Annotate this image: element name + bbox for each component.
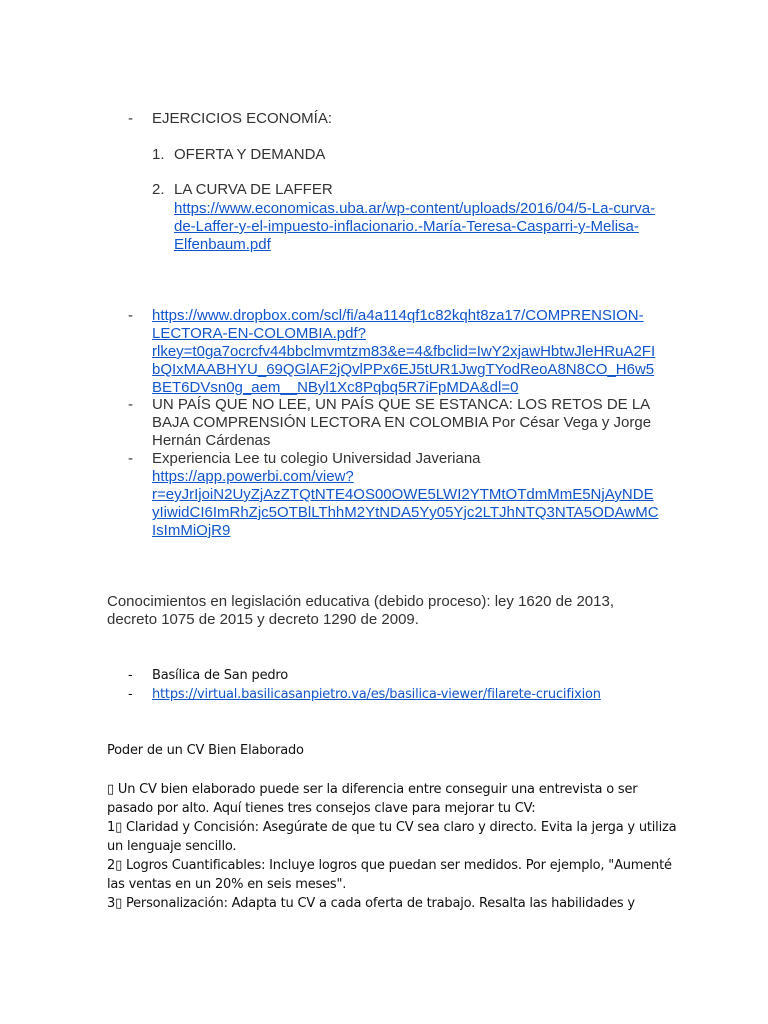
text-line: decreto 1075 de 2015 y decreto 1290 de 2009.	[107, 611, 419, 628]
link-line[interactable]: BET6DVsn0g_aem__NByl1Xc8Pqbq5R7iFpMDA&dl=0	[152, 379, 519, 396]
experiencia-item	[152, 450, 672, 540]
link-line[interactable]: bQIxMAABHYU_69QGlAF2jQvlPPx6EJ5tUR1JwgTYodReoA8N8CO_H6w5	[152, 361, 655, 378]
text-line: BAJA COMPRENSIÓN LECTORA EN COLOMBIA Por César Vega y Jorge	[152, 414, 652, 431]
text-line: un lenguaje sencillo.	[107, 839, 237, 854]
powerbi-link-line[interactable]: https://app.powerbi.com/view?	[152, 468, 354, 485]
text-line: 2▯ Logros Cuantificables: Incluye logros que puedan ser medidos. Por ejemplo, "Aumenté	[107, 858, 672, 873]
bullet-dash: -	[128, 687, 133, 702]
laffer-link[interactable]	[174, 200, 674, 254]
experiencia-label: Experiencia Lee tu colegio Universidad Javeriana	[152, 450, 481, 467]
cv-heading: Poder de un CV Bien Elaborado	[107, 743, 304, 758]
powerbi-link-line[interactable]: IsImMiOjR9	[152, 522, 231, 539]
basilica-link[interactable]: https://virtual.basilicasanpietro.va/es/basilica-viewer/filarete-crucifixion	[152, 687, 601, 702]
link-line[interactable]: Elfenbaum.pdf	[174, 236, 271, 253]
text-line: 1▯ Claridad y Concisión: Asegúrate de que tu CV sea claro y directo. Evita la jerga y utiliza	[107, 820, 677, 835]
text-line: pasado por alto. Aquí tienes tres consejos clave para mejorar tu CV:	[107, 801, 536, 816]
text-line: 3▯ Personalización: Adapta tu CV a cada oferta de trabajo. Resalta las habilidades y	[107, 896, 635, 911]
link-line[interactable]: https://www.dropbox.com/scl/fi/a4a114qf1c82kqht8za17/COMPRENSION-	[152, 307, 644, 324]
cv-body	[107, 780, 677, 913]
section-title-economia: EJERCICIOS ECONOMÍA:	[152, 110, 333, 127]
bullet-dash: -	[128, 110, 133, 127]
list-number: 1.	[152, 146, 165, 163]
list-item-curva-laffer: LA CURVA DE LAFFER	[174, 181, 333, 198]
text-line: ▯ Un CV bien elaborado puede ser la diferencia entre conseguir una entrevista o ser	[107, 782, 638, 797]
dropbox-link[interactable]	[152, 307, 672, 397]
powerbi-link-line[interactable]: yIiwidCI6ImRhZjc5OTBlLThhM2YtNDA5Yy05Yjc2LTJhNTQ3NTA5ODAwMC	[152, 504, 659, 521]
text-line: UN PAÍS QUE NO LEE, UN PAÍS QUE SE ESTANCA: LOS RETOS DE LA	[152, 396, 651, 413]
basilica-label: Basílica de San pedro	[152, 668, 289, 683]
list-number: 2.	[152, 181, 165, 198]
text-line: las ventas en un 20% en seis meses".	[107, 877, 347, 892]
bullet-dash: -	[128, 668, 133, 683]
list-item-oferta-demanda: OFERTA Y DEMANDA	[174, 146, 326, 163]
link-line[interactable]: de-Laffer-y-el-impuesto-inflacionario.-María-Teresa-Casparri-y-Melisa-	[174, 218, 639, 235]
article-title	[152, 396, 672, 450]
text-line: Conocimientos en legislación educativa (debido proceso): ley 1620 de 2013,	[107, 593, 614, 610]
bullet-dash: -	[128, 307, 133, 324]
bullet-dash: -	[128, 396, 133, 413]
legislacion-paragraph	[107, 593, 667, 629]
bullet-dash: -	[128, 450, 133, 467]
link-line[interactable]: LECTORA-EN-COLOMBIA.pdf?	[152, 325, 366, 342]
link-line[interactable]: rlkey=t0ga7ocrcfv44bbclmvmtzm83&e=4&fbclid=IwY2xjawHbtwJleHRuA2FI	[152, 343, 656, 360]
text-line: Hernán Cárdenas	[152, 432, 271, 449]
link-line[interactable]: https://www.economicas.uba.ar/wp-content/uploads/2016/04/5-La-curva-	[174, 200, 656, 217]
powerbi-link-line[interactable]: r=eyJrIjoiN2UyZjAzZTQtNTE4OS00OWE5LWI2YTMtOTdmMmE5NjAyNDE	[152, 486, 654, 503]
